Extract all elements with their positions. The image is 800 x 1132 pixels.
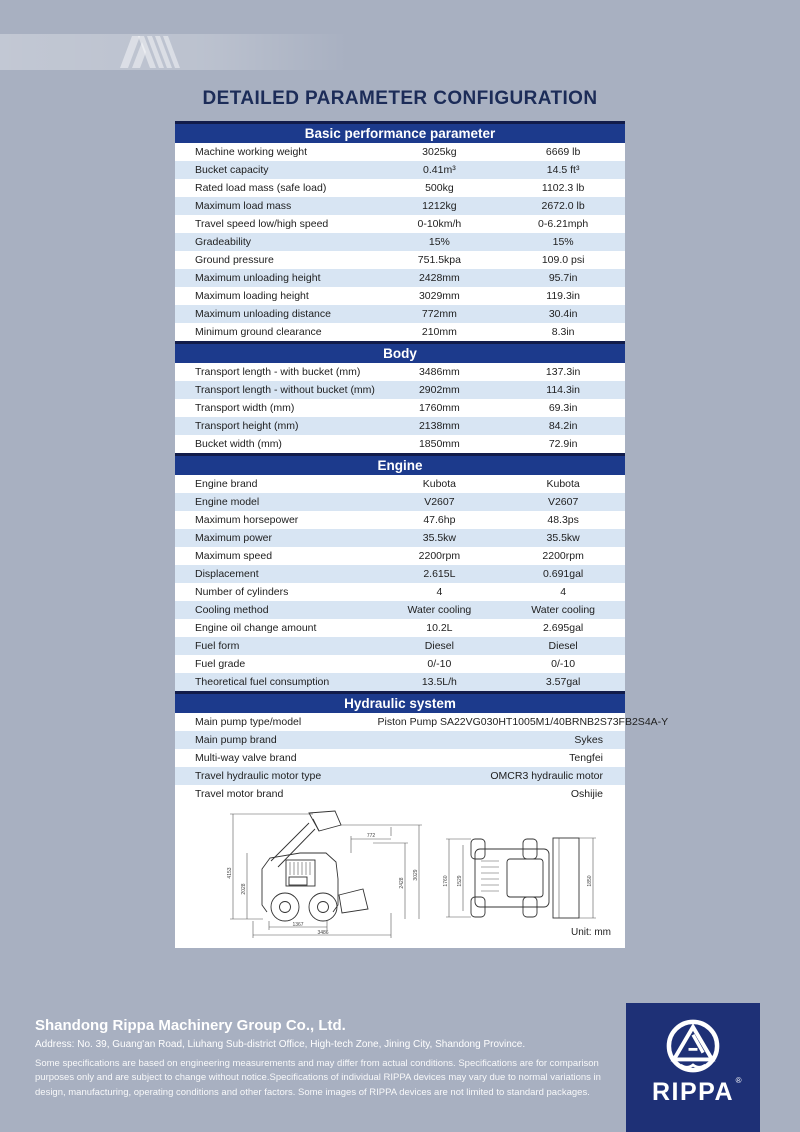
spec-row [175, 637, 625, 655]
spec-row [175, 529, 625, 547]
footer-disclaimer: Some specifications are based on engineering measurements and may differ from actual conditions. Specifications are for comparison purposes only and are subject to change without notice.Specifications of individual RIPPA devices may vary due to normal variations in design, manufacturing, operating conditions and other factors. Some images of RIPPA devices are not limited to standard packages. [35, 1058, 601, 1098]
spec-metric-value: Diesel [424, 640, 454, 652]
spec-label: Fuel grade [195, 658, 246, 670]
dim-label: 1529 [457, 875, 463, 887]
spec-imperial-value: 69.3in [548, 402, 578, 414]
spec-label: Maximum unloading distance [195, 308, 331, 320]
spec-imperial-value: 15% [552, 236, 574, 248]
spec-row [175, 251, 625, 269]
spec-label: Maximum loading height [195, 290, 309, 302]
spec-row [175, 511, 625, 529]
spec-row [175, 601, 625, 619]
spec-row [175, 363, 625, 381]
spec-metric-value: 500kg [425, 182, 454, 194]
rippa-wordmark-text: RIPPA [651, 1078, 735, 1106]
spec-metric-value: 3025kg [422, 146, 457, 158]
spec-label: Bucket width (mm) [195, 438, 282, 450]
spec-label: Maximum load mass [195, 200, 292, 212]
brand-stripes-icon [106, 36, 201, 68]
spec-metric-value: 0.41m³ [423, 164, 456, 176]
dim-label: 2428 [399, 877, 405, 889]
spec-imperial-value: 137.3in [545, 366, 581, 378]
spec-metric-value: 2.615L [423, 568, 456, 580]
spec-label: Engine brand [195, 478, 258, 490]
spec-metric-value: Water cooling [407, 604, 472, 616]
dim-label: 3486 [317, 930, 329, 936]
spec-imperial-value: 119.3in [546, 290, 580, 302]
footer-company-name: Shandong Rippa Machinery Group Co., Ltd. [35, 1017, 346, 1034]
spec-metric-value: 10.2L [426, 622, 453, 634]
spec-label: Transport height (mm) [195, 420, 299, 432]
spec-row [175, 417, 625, 435]
spec-metric-value: 2902mm [418, 384, 460, 396]
spec-label: Multi-way valve brand [195, 752, 297, 764]
spec-label: Number of cylinders [195, 586, 289, 598]
spec-value: Oshijie [570, 788, 603, 800]
dim-label: 4153 [227, 867, 233, 879]
spec-label: Engine oil change amount [195, 622, 317, 634]
section-header: Engine [175, 453, 625, 475]
spec-label: Cooling method [195, 604, 269, 616]
spec-metric-value: 47.6hp [423, 514, 456, 526]
spec-row [175, 179, 625, 197]
spec-row [175, 619, 625, 637]
spec-imperial-value: 1102.3 lb [541, 182, 585, 194]
dim-label: 2028 [241, 883, 247, 895]
spec-metric-value: V2607 [424, 496, 455, 508]
spec-metric-value: Kubota [422, 478, 457, 490]
spec-label: Theoretical fuel consumption [195, 676, 330, 688]
spec-metric-value: 772mm [421, 308, 457, 320]
spec-row [175, 197, 625, 215]
spec-metric-value: 751.5kpa [417, 254, 461, 266]
spec-metric-value: 35.5kw [422, 532, 457, 544]
spec-imperial-value: 0/-10 [551, 658, 576, 670]
spec-label: Main pump brand [195, 734, 277, 746]
brand-logo-box [626, 1003, 760, 1132]
spec-metric-value: 1850mm [418, 438, 460, 450]
spec-label: Maximum power [195, 532, 273, 544]
section-header: Basic performance parameter [175, 121, 625, 143]
spec-metric-value: 3029mm [418, 290, 460, 302]
spec-row [175, 399, 625, 417]
spec-imperial-value: 8.3in [551, 326, 575, 338]
spec-imperial-value: Diesel [548, 640, 578, 652]
dim-label: 3029 [413, 869, 419, 881]
spec-imperial-value: 3.57gal [545, 676, 581, 688]
spec-imperial-value: 14.5 ft³ [546, 164, 580, 176]
spec-label: Maximum speed [195, 550, 273, 562]
spec-imperial-value: 84.2in [548, 420, 578, 432]
spec-row [175, 475, 625, 493]
spec-row [175, 785, 625, 803]
spec-imperial-value: 72.9in [548, 438, 578, 450]
section-header: Hydraulic system [175, 691, 625, 713]
spec-metric-value: 2428mm [418, 272, 460, 284]
spec-row [175, 233, 625, 251]
spec-value: OMCR3 hydraulic motor [490, 770, 603, 782]
spec-metric-value: 210mm [421, 326, 457, 338]
spec-metric-value: 2138mm [418, 420, 460, 432]
registered-trademark-icon: ® [735, 1076, 744, 1085]
spec-imperial-value: 0-6.21mph [538, 218, 589, 230]
spec-row [175, 749, 625, 767]
spec-label: Minimum ground clearance [195, 326, 322, 338]
spec-row [175, 161, 625, 179]
side-view-drawing [223, 809, 433, 941]
dim-label: 1760 [443, 875, 449, 887]
spec-row [175, 731, 625, 749]
spec-imperial-value: 6669 lb [545, 146, 581, 158]
spec-row [175, 713, 669, 731]
spec-row [175, 547, 625, 565]
spec-label: Main pump type/model [195, 716, 302, 728]
spec-metric-value: 15% [428, 236, 450, 248]
spec-row [175, 143, 625, 161]
top-view-drawing [441, 835, 601, 921]
spec-row [175, 323, 625, 341]
spec-imperial-value: 48.3ps [547, 514, 579, 526]
unit-note: Unit: mm [571, 927, 611, 938]
spec-label: Travel hydraulic motor type [195, 770, 322, 782]
spec-label: Maximum horsepower [195, 514, 299, 526]
spec-label: Transport length - without bucket (mm) [195, 384, 375, 396]
spec-imperial-value: Water cooling [531, 604, 596, 616]
spec-row [175, 493, 625, 511]
spec-label: Transport length - with bucket (mm) [195, 366, 361, 378]
dim-label: 772 [366, 833, 376, 839]
spec-row [175, 767, 625, 785]
spec-label: Fuel form [195, 640, 240, 652]
spec-label: Gradeability [195, 236, 252, 248]
spec-value: Tengfei [569, 752, 603, 764]
section-header: Body [175, 341, 625, 363]
spec-imperial-value: 2672.0 lb [541, 200, 585, 212]
spec-label: Displacement [195, 568, 259, 580]
spec-label: Machine working weight [195, 146, 308, 158]
spec-metric-value: 0-10km/h [417, 218, 462, 230]
spec-metric-value: 2200rpm [418, 550, 461, 562]
spec-label: Maximum unloading height [195, 272, 321, 284]
spec-label: Travel motor brand [195, 788, 284, 800]
spec-metric-value: 1760mm [418, 402, 460, 414]
spec-metric-value: 13.5L/h [421, 676, 457, 688]
spec-row [175, 565, 625, 583]
footer-address: Address: No. 39, Guang'an Road, Liuhang Sub-district Office, High-tech Zone, Jining City, Shandong Province. [35, 1039, 526, 1050]
spec-row [175, 381, 625, 399]
spec-row [175, 673, 625, 691]
spec-imperial-value: 95.7in [548, 272, 578, 284]
spec-label: Engine model [195, 496, 260, 508]
spec-metric-value: 0/-10 [427, 658, 452, 670]
spec-imperial-value: 30.4in [548, 308, 578, 320]
spec-row [175, 287, 625, 305]
spec-row [175, 655, 625, 673]
spec-label: Ground pressure [195, 254, 274, 266]
drawing-panel [175, 803, 625, 948]
spec-imperial-value: 0.691gal [542, 568, 584, 580]
spec-imperial-value: V2607 [547, 496, 579, 508]
rippa-wordmark [651, 1076, 744, 1107]
spec-imperial-value: 109.0 psi [541, 254, 585, 266]
spec-value: Piston Pump SA22VG030HT1005M1/40BRNB2S73FB2S4A-Y [377, 716, 669, 728]
spec-row [175, 305, 625, 323]
spec-label: Travel speed low/high speed [195, 218, 329, 230]
page-title: DETAILED PARAMETER CONFIGURATION [202, 88, 598, 109]
spec-imperial-value: Kubota [546, 478, 580, 490]
spec-metric-value: 1212kg [422, 200, 457, 212]
dim-label: 1850 [587, 875, 593, 887]
spec-row [175, 435, 625, 453]
spec-row [175, 215, 625, 233]
spec-imperial-value: 35.5kw [546, 532, 580, 544]
spec-label: Rated load mass (safe load) [195, 182, 327, 194]
spec-imperial-value: 114.3in [546, 384, 580, 396]
spec-metric-value: 4 [436, 586, 443, 598]
spec-imperial-value: 2200rpm [542, 550, 584, 562]
spec-row [175, 269, 625, 287]
spec-label: Bucket capacity [195, 164, 269, 176]
spec-metric-value: 3486mm [418, 366, 460, 378]
spec-imperial-value: 2.695gal [542, 622, 584, 634]
spec-label: Transport width (mm) [195, 402, 295, 414]
spec-row [175, 583, 625, 601]
spec-value: Sykes [574, 734, 603, 746]
spec-tables [175, 121, 669, 805]
dim-label: 1367 [292, 922, 304, 928]
rippa-logo-icon [665, 1018, 721, 1074]
spec-imperial-value: 4 [560, 586, 567, 598]
